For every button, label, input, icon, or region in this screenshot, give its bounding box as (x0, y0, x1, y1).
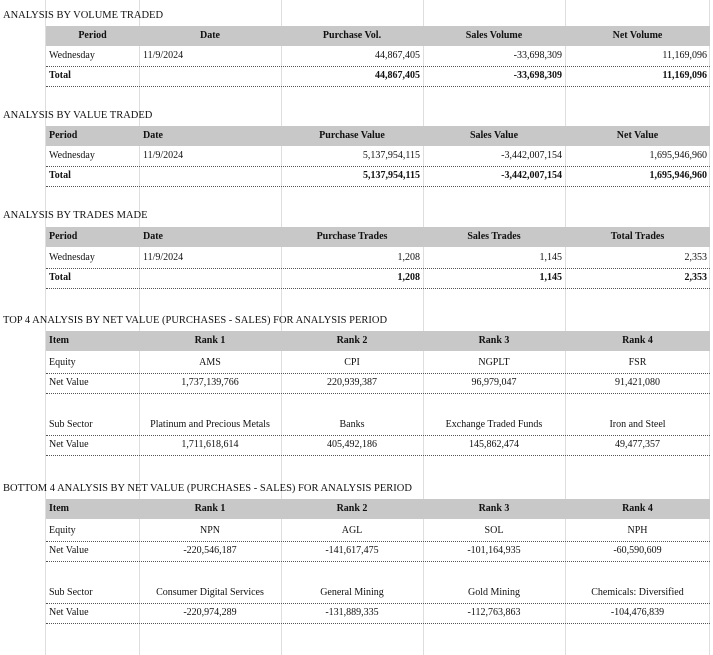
header-cell: Rank 3 (478, 335, 510, 346)
sector-cell: Platinum and Precious Metals (150, 419, 270, 430)
equity-cell: NPH (627, 525, 648, 536)
value-cell: -33,698,309 (513, 50, 562, 61)
header-cell: Period (78, 30, 107, 41)
equity-cell: NPN (199, 525, 220, 536)
net-value-cell: -220,974,289 (183, 607, 237, 618)
net-value-cell: -104,476,839 (610, 607, 665, 618)
net-value-row[interactable] (46, 373, 710, 394)
total-row[interactable] (46, 268, 710, 289)
header-cell: Purchase Value (319, 130, 385, 141)
equity-cell: CPI (344, 357, 360, 368)
header-cell: Date (200, 30, 220, 41)
header-cell: Item (49, 503, 69, 514)
row-label: Equity (49, 357, 76, 368)
net-value-row[interactable] (46, 541, 710, 562)
table-header (46, 227, 710, 247)
section-title: ANALYSIS BY VOLUME TRADED (3, 10, 164, 21)
header-cell: Rank 4 (622, 503, 653, 514)
row-label: Net Value (49, 607, 89, 618)
header-cell: Total Trades (610, 231, 665, 242)
total-cell: 44,867,405 (375, 70, 420, 81)
sector-cell: General Mining (320, 587, 384, 598)
section-title: ANALYSIS BY TRADES MADE (3, 210, 148, 221)
header-cell: Purchase Vol. (322, 30, 382, 41)
row-label: Net Value (49, 377, 89, 388)
equity-cell: SOL (484, 525, 504, 536)
total-label: Total (49, 272, 71, 283)
header-cell: Rank 3 (478, 503, 510, 514)
header-cell: Period (49, 130, 78, 141)
date-cell: 11/9/2024 (143, 150, 184, 161)
header-cell: Rank 2 (336, 503, 368, 514)
header-cell: Sales Volume (465, 30, 523, 41)
total-cell: 11,169,096 (662, 70, 707, 81)
table-row[interactable] (46, 46, 710, 67)
row-label: Net Value (49, 439, 89, 450)
date-cell: 11/9/2024 (143, 252, 184, 263)
section-title: BOTTOM 4 ANALYSIS BY NET VALUE (PURCHASES - SALES) FOR ANALYSIS PERIOD (3, 483, 412, 494)
row-label: Sub Sector (49, 587, 93, 598)
sub-sector-row[interactable] (46, 415, 710, 436)
header-cell: Net Value (616, 130, 659, 141)
sector-cell: Gold Mining (468, 587, 520, 598)
table-row[interactable] (46, 146, 710, 167)
header-cell: Net Volume (612, 30, 663, 41)
value-cell: 2,353 (684, 252, 707, 263)
row-label: Sub Sector (49, 419, 93, 430)
table-header (46, 331, 710, 351)
header-cell: Rank 4 (622, 335, 653, 346)
net-value-cell: 405,492,186 (327, 439, 377, 450)
total-cell: 1,208 (397, 272, 420, 283)
equity-cell: FSR (628, 357, 647, 368)
header-cell: Date (143, 231, 163, 242)
total-label: Total (49, 170, 71, 181)
net-value-cell: -131,889,335 (325, 607, 379, 618)
equity-cell: AMS (199, 357, 221, 368)
period-cell: Wednesday (49, 150, 95, 161)
table-header (46, 499, 710, 519)
total-cell: 2,353 (684, 272, 707, 283)
sub-sector-row[interactable] (46, 583, 710, 604)
section-title: ANALYSIS BY VALUE TRADED (3, 110, 153, 121)
header-cell: Sales Value (469, 130, 519, 141)
table-header (46, 26, 710, 46)
net-value-cell: -60,590,609 (613, 545, 662, 556)
total-cell: -33,698,309 (513, 70, 562, 81)
sector-cell: Consumer Digital Services (156, 587, 264, 598)
section-title: TOP 4 ANALYSIS BY NET VALUE (PURCHASES - SALES) FOR ANALYSIS PERIOD (3, 315, 388, 326)
equity-row[interactable] (46, 521, 710, 542)
value-cell: 11,169,096 (662, 50, 707, 61)
header-cell: Rank 1 (194, 335, 226, 346)
net-value-cell: -220,546,187 (183, 545, 237, 556)
net-value-cell: -101,164,935 (467, 545, 521, 556)
equity-cell: AGL (341, 525, 363, 536)
row-label: Equity (49, 525, 76, 536)
value-cell: 5,137,954,115 (362, 150, 420, 161)
period-cell: Wednesday (49, 252, 95, 263)
row-label: Net Value (49, 545, 89, 556)
header-cell: Date (143, 130, 163, 141)
header-cell: Sales Trades (467, 231, 521, 242)
value-cell: 1,695,946,960 (649, 150, 707, 161)
net-value-row[interactable] (46, 435, 710, 456)
header-cell: Period (49, 231, 78, 242)
net-value-cell: -141,617,475 (325, 545, 379, 556)
value-cell: 1,145 (539, 252, 562, 263)
period-cell: Wednesday (49, 50, 95, 61)
table-row[interactable] (46, 248, 710, 269)
net-value-cell: 1,737,139,766 (181, 377, 239, 388)
net-value-cell: 96,979,047 (471, 377, 517, 388)
total-label: Total (49, 70, 71, 81)
total-cell: 1,145 (539, 272, 562, 283)
header-cell: Rank 2 (336, 335, 368, 346)
net-value-cell: 49,477,357 (615, 439, 660, 450)
sector-cell: Chemicals: Diversified (591, 587, 684, 598)
total-cell: -3,442,007,154 (501, 170, 562, 181)
total-cell: 1,695,946,960 (649, 170, 707, 181)
sector-cell: Banks (339, 419, 365, 430)
table-header (46, 126, 710, 146)
equity-row[interactable] (46, 353, 710, 374)
value-cell: 44,867,405 (375, 50, 420, 61)
net-value-cell: 91,421,080 (615, 377, 660, 388)
header-cell: Rank 1 (194, 503, 226, 514)
value-cell: -3,442,007,154 (501, 150, 562, 161)
total-cell: 5,137,954,115 (363, 170, 420, 181)
header-cell: Item (49, 335, 69, 346)
total-row[interactable] (46, 166, 710, 187)
sector-cell: Exchange Traded Funds (445, 419, 543, 430)
sector-cell: Iron and Steel (609, 419, 666, 430)
equity-cell: NGPLT (478, 357, 510, 368)
header-cell: Purchase Trades (316, 231, 388, 242)
value-cell: 1,208 (397, 252, 420, 263)
net-value-row[interactable] (46, 603, 710, 624)
total-row[interactable] (46, 66, 710, 87)
net-value-cell: 1,711,618,614 (181, 439, 239, 450)
net-value-cell: 220,939,387 (327, 377, 377, 388)
date-cell: 11/9/2024 (143, 50, 184, 61)
net-value-cell: -112,763,863 (467, 607, 521, 618)
net-value-cell: 145,862,474 (469, 439, 519, 450)
